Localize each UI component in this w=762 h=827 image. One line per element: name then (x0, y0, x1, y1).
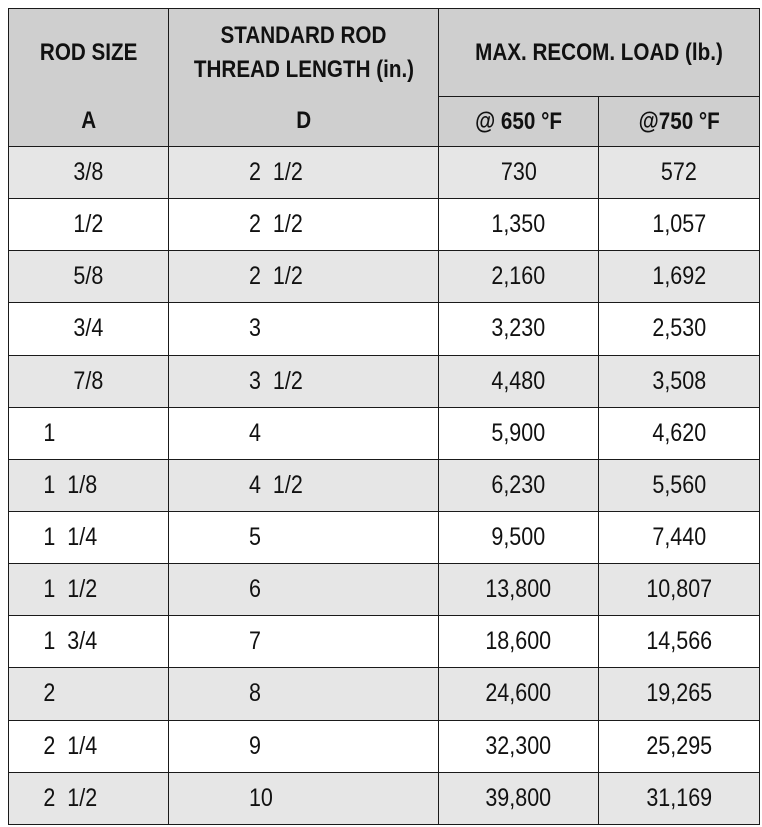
load-650-cell-value: 4,480 (491, 366, 546, 395)
load-650-cell (439, 564, 599, 616)
rod-size-cell (9, 199, 169, 251)
rod-size-cell (9, 564, 169, 616)
rod-size-cell (9, 720, 169, 772)
load-750-cell-value: 19,265 (646, 679, 712, 708)
table-row (9, 772, 760, 824)
temp-750-header (599, 97, 760, 147)
load-750-cell-value: 1,057 (652, 210, 706, 239)
thread-length-cell-value: 3 (248, 314, 261, 343)
rod-size-cell (9, 355, 169, 407)
load-650-cell (439, 720, 599, 772)
thread-length-cell-value: 9 (248, 731, 261, 760)
rod-size-sub-label: A (81, 107, 96, 135)
header-row-bottom (9, 97, 760, 147)
thread-length-cell-value: 2 1/2 (248, 262, 303, 291)
temp-750-label: @750 °F (638, 107, 720, 135)
load-750-cell (599, 616, 760, 668)
thread-length-cell (169, 355, 439, 407)
thread-length-cell (169, 459, 439, 511)
load-650-cell (439, 199, 599, 251)
table-row (9, 616, 760, 668)
load-650-cell-value: 3,230 (491, 314, 546, 343)
rod-size-cell-value: 2 1/4 (43, 731, 98, 760)
thread-length-sub-label: D (296, 107, 311, 135)
load-750-cell (599, 355, 760, 407)
thread-length-cell (169, 407, 439, 459)
load-750-cell-value: 4,620 (652, 418, 706, 447)
rod-size-cell (9, 303, 169, 355)
rod-size-cell-value: 7/8 (73, 366, 104, 395)
table-row (9, 147, 760, 199)
temp-650-label: @ 650 °F (475, 107, 562, 135)
thread-length-cell (169, 199, 439, 251)
table-row (9, 407, 760, 459)
load-750-cell (599, 720, 760, 772)
load-650-cell (439, 147, 599, 199)
load-650-cell-value: 39,800 (485, 783, 552, 812)
table-row (9, 511, 760, 563)
rod-size-cell-value: 3/4 (73, 314, 104, 343)
load-650-cell (439, 355, 599, 407)
rod-size-cell-value: 5/8 (73, 262, 104, 291)
table-row (9, 303, 760, 355)
thread-length-cell (169, 720, 439, 772)
rod-size-cell (9, 407, 169, 459)
rod-size-cell-value: 1 1/8 (43, 470, 98, 499)
load-750-cell-value: 25,295 (646, 731, 712, 760)
rod-size-sub-header (9, 97, 169, 147)
rod-size-cell-value: 1 1/2 (43, 575, 98, 604)
load-650-cell-value: 5,900 (491, 418, 546, 447)
rod-size-cell (9, 251, 169, 303)
thread-length-cell (169, 251, 439, 303)
load-750-cell-value: 2,530 (652, 314, 706, 343)
load-650-cell-value: 9,500 (491, 523, 546, 552)
load-750-cell-value: 3,508 (652, 366, 706, 395)
load-750-cell-value: 10,807 (646, 575, 712, 604)
load-750-cell (599, 147, 760, 199)
load-650-cell-value: 2,160 (491, 262, 546, 291)
rod-size-cell-value: 2 1/2 (43, 783, 98, 812)
rod-load-table (8, 8, 760, 825)
thread-length-cell-value: 10 (248, 783, 273, 812)
table-row (9, 720, 760, 772)
rod-size-cell (9, 459, 169, 511)
thread-length-cell-value: 4 1/2 (248, 470, 303, 499)
load-650-cell (439, 668, 599, 720)
thread-length-header-line1: STANDARD ROD (220, 21, 387, 49)
header-row-top (9, 9, 760, 97)
load-750-cell (599, 564, 760, 616)
load-750-cell-value: 7,440 (652, 523, 706, 552)
thread-length-cell (169, 303, 439, 355)
load-650-cell-value: 24,600 (485, 679, 552, 708)
rod-size-cell (9, 616, 169, 668)
thread-length-cell-value: 4 (248, 418, 261, 447)
thread-length-cell-value: 2 1/2 (248, 158, 303, 187)
load-650-cell (439, 616, 599, 668)
thread-length-cell (169, 564, 439, 616)
thread-length-cell-value: 6 (248, 575, 261, 604)
load-650-cell (439, 772, 599, 824)
load-650-cell (439, 459, 599, 511)
thread-length-sub-header (169, 97, 439, 147)
table-row (9, 459, 760, 511)
load-650-cell-value: 13,800 (485, 575, 552, 604)
load-750-cell (599, 772, 760, 824)
thread-length-header (169, 9, 439, 97)
load-750-cell-value: 572 (661, 158, 697, 187)
max-load-header (439, 9, 760, 97)
table-row (9, 199, 760, 251)
table-row (9, 564, 760, 616)
load-650-cell-value: 6,230 (491, 470, 546, 499)
table-row (9, 251, 760, 303)
thread-length-cell (169, 668, 439, 720)
thread-length-cell-value: 2 1/2 (248, 210, 303, 239)
temp-650-header (439, 97, 599, 147)
thread-length-cell-value: 3 1/2 (248, 366, 303, 395)
thread-length-cell-value: 7 (248, 627, 261, 656)
rod-size-cell-value: 1 3/4 (43, 627, 98, 656)
load-650-cell (439, 407, 599, 459)
rod-size-header (9, 9, 169, 97)
thread-length-cell (169, 772, 439, 824)
load-750-cell-value: 31,169 (646, 783, 712, 812)
rod-size-cell-value: 1 1/4 (43, 523, 98, 552)
rod-size-cell-value: 1/2 (73, 210, 104, 239)
max-load-header-label: MAX. RECOM. LOAD (lb.) (475, 38, 723, 66)
rod-size-cell-value: 2 (43, 679, 56, 708)
load-750-cell (599, 303, 760, 355)
load-650-cell (439, 511, 599, 563)
load-750-cell (599, 459, 760, 511)
rod-size-cell-value: 1 (43, 418, 56, 447)
thread-length-cell-value: 8 (248, 679, 261, 708)
load-750-cell (599, 511, 760, 563)
load-750-cell-value: 1,692 (652, 262, 706, 291)
load-650-cell-value: 730 (500, 158, 537, 187)
rod-size-cell (9, 511, 169, 563)
table-body (9, 147, 760, 825)
rod-size-cell (9, 147, 169, 199)
thread-length-cell-value: 5 (248, 523, 261, 552)
load-750-cell (599, 199, 760, 251)
load-750-cell (599, 407, 760, 459)
load-750-cell-value: 5,560 (652, 470, 706, 499)
thread-length-cell (169, 616, 439, 668)
thread-length-header-line2: THREAD LENGTH (in.) (193, 55, 414, 83)
load-750-cell (599, 668, 760, 720)
rod-size-cell (9, 668, 169, 720)
rod-size-header-label: ROD SIZE (39, 38, 138, 66)
load-750-cell-value: 14,566 (646, 627, 712, 656)
thread-length-cell (169, 511, 439, 563)
table-row (9, 355, 760, 407)
load-650-cell-value: 32,300 (485, 731, 552, 760)
rod-size-cell (9, 772, 169, 824)
thread-length-cell (169, 147, 439, 199)
load-650-cell (439, 303, 599, 355)
table-row (9, 668, 760, 720)
load-650-cell-value: 18,600 (485, 627, 552, 656)
rod-size-cell-value: 3/8 (73, 158, 104, 187)
load-750-cell (599, 251, 760, 303)
load-650-cell (439, 251, 599, 303)
load-650-cell-value: 1,350 (491, 210, 546, 239)
